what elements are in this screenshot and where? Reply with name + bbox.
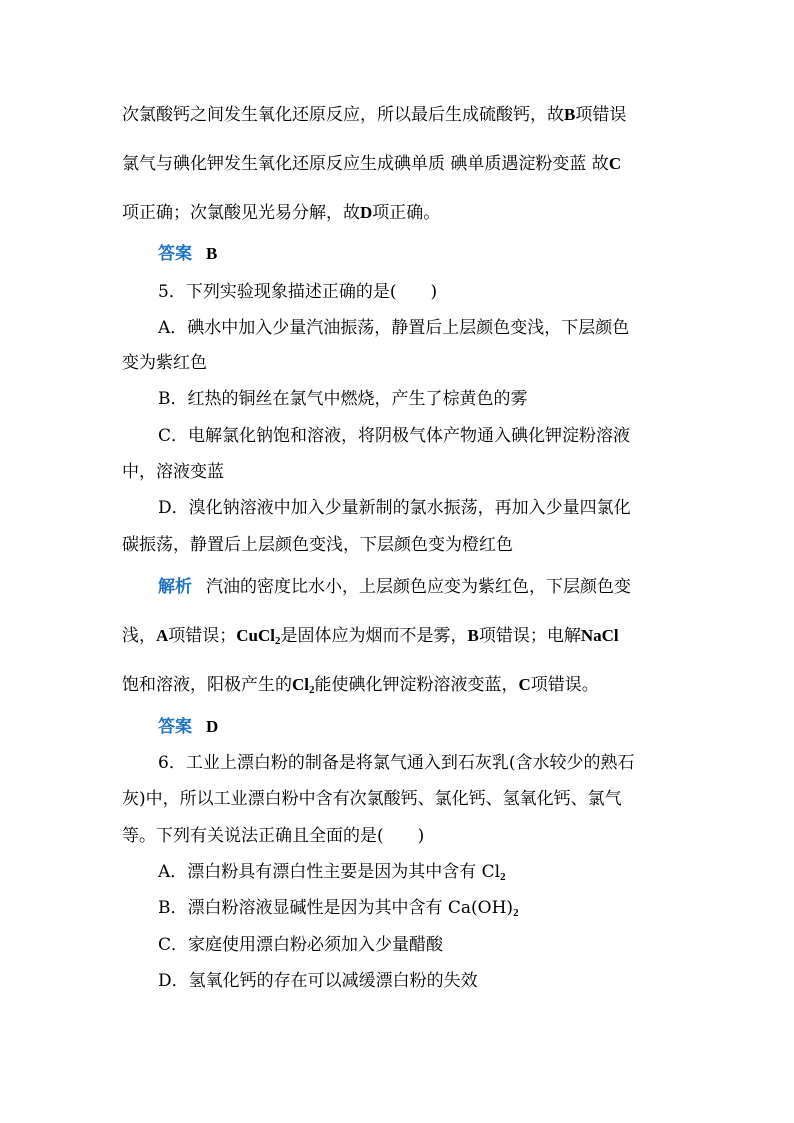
q5-explanation-line-2: 浅，A项错误；CuCl$_2$是固体应为烟而不是雾，B项错误；电解NaCl [122, 626, 619, 647]
q5-option-c: C．电解氯化钠饱和溶液，将阴极气体产物通入碘化钾淀粉溶液 [158, 426, 631, 446]
q5-stem: 5．下列实验现象描述正确的是( ) [158, 282, 438, 302]
q6-stem-cont-2: 等。下列有关说法正确且全面的是( ) [122, 826, 425, 846]
answer-value: D [206, 717, 219, 736]
q5-explanation-line-3: 饱和溶液，阳极产生的$Cl_2$能使碘化钾淀粉溶液变蓝，C项错误。 [122, 675, 599, 696]
q5-option-a-cont: 变为紫红色 [122, 353, 207, 373]
q6-stem-cont-1: 灰)中，所以工业漂白粉中含有次氯酸钙、氯化钙、氢氧化钙、氯气 [122, 789, 622, 809]
answer-label: 答案 [158, 717, 192, 737]
q4-answer [158, 243, 217, 265]
q5-option-c-cont: 中，溶液变蓝 [122, 462, 224, 482]
q6-option-d: D．氢氧化钙的存在可以减缓漂白粉的失效 [158, 971, 478, 991]
q5-option-d: D．溴化钠溶液中加入少量新制的氯水振荡，再加入少量四氯化 [158, 498, 631, 518]
q5-answer [158, 716, 218, 738]
q6-option-a: A．漂白粉具有漂白性主要是因为其中含有 $Cl_2$ [158, 862, 506, 883]
q4-explanation-line-1: 次氯酸钙之间发生氧化还原反应，所以最后生成硫酸钙，故B项错误 [122, 105, 627, 125]
q6-option-c: C．家庭使用漂白粉必须加入少量醋酸 [158, 935, 444, 955]
q5-option-b: B．红热的铜丝在氯气中燃烧，产生了棕黄色的雾 [158, 389, 528, 409]
q5-option-d-cont: 碳振荡，静置后上层颜色变浅，下层颜色变为橙红色 [122, 535, 513, 555]
q6-option-b: B．漂白粉溶液显碱性是因为其中含有 $Ca(OH)_2$ [158, 898, 519, 919]
q5-explanation-line-1: 解析 汽油的密度比水小，上层颜色应变为紫红色，下层颜色变 [158, 577, 631, 597]
q6-stem: 6．工业上漂白粉的制备是将氯气通入到石灰乳(含水较少的熟石 [158, 753, 635, 773]
q4-explanation-line-2: 氯气与碘化钾发生氧化还原反应生成碘单质 碘单质遇淀粉变蓝 故C [122, 154, 622, 174]
q4-explanation-line-3: 项正确；次氯酸见光易分解，故D项正确。 [122, 203, 441, 223]
explanation-label: 解析 [158, 577, 192, 597]
q5-option-a: A．碘水中加入少量汽油振荡，静置后上层颜色变浅，下层颜色 [158, 318, 630, 338]
answer-value: B [206, 244, 218, 263]
answer-label: 答案 [158, 244, 192, 264]
